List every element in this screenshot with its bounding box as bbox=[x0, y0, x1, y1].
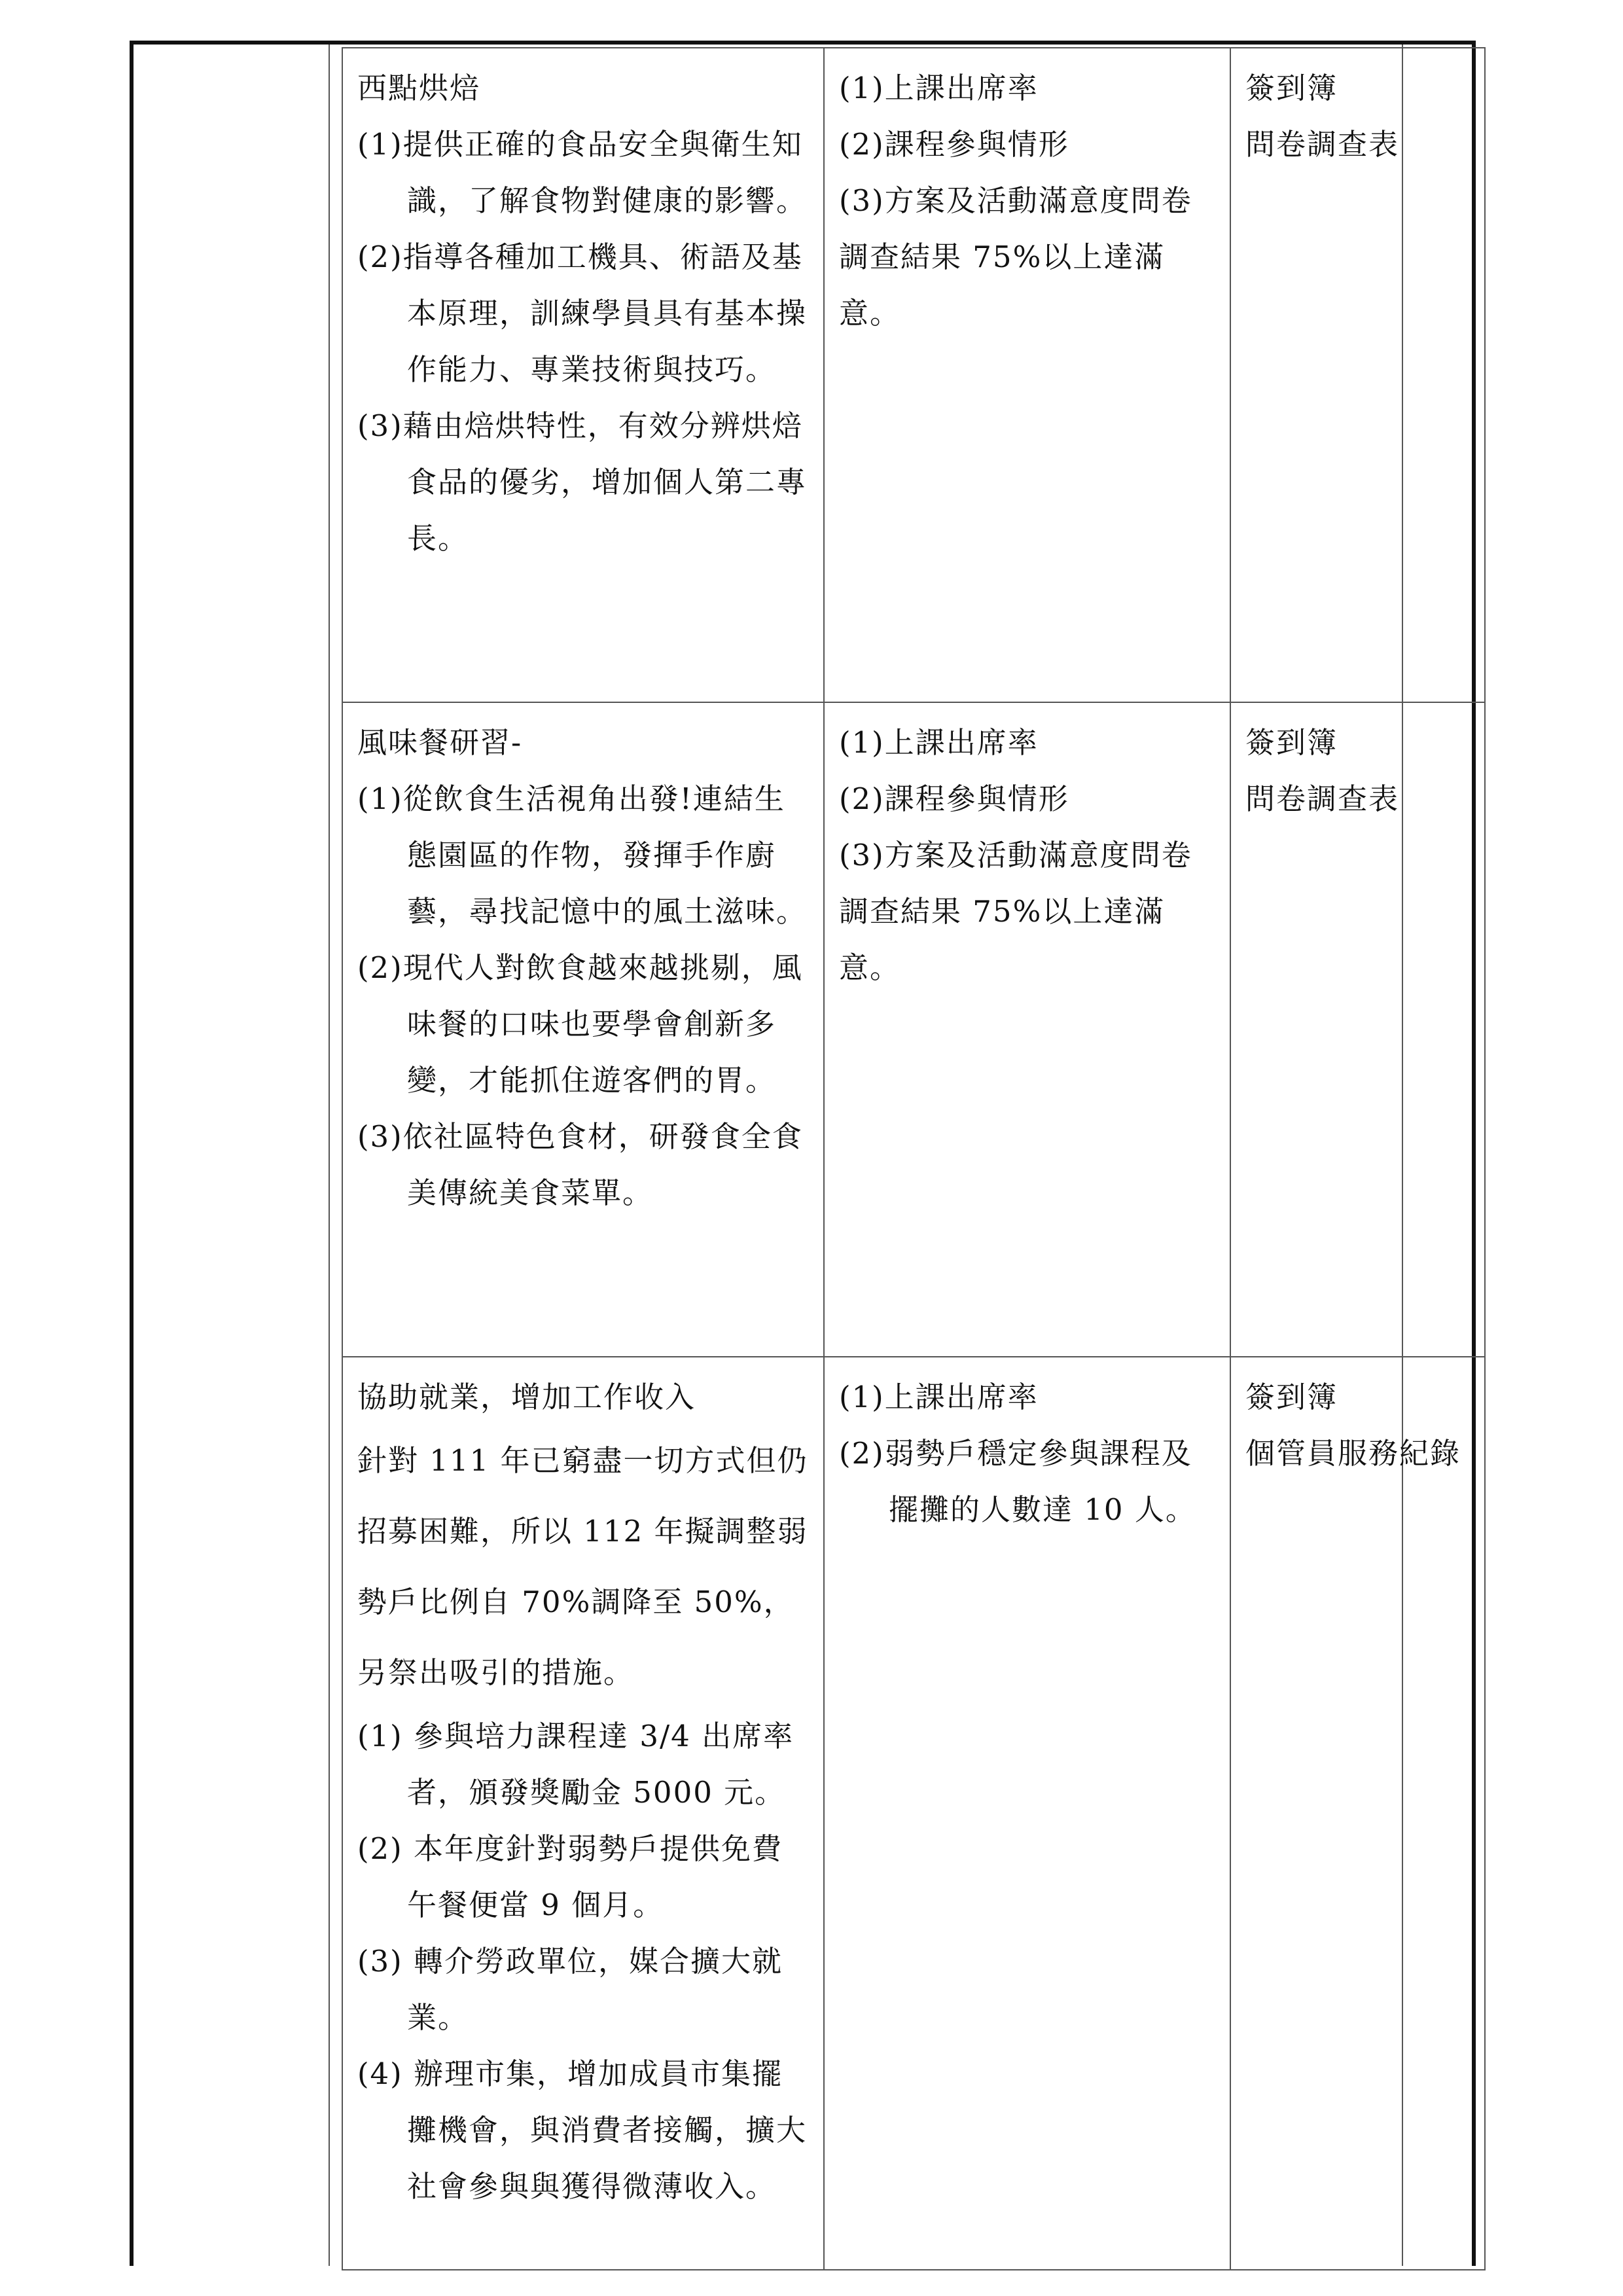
table-row bbox=[342, 702, 1485, 1357]
tool-cell bbox=[1230, 1357, 1485, 2270]
indicator-item: (3)方案及活動滿意度問卷調查結果 75%以上達滿意。 bbox=[839, 838, 1192, 985]
tool-cell bbox=[1230, 702, 1485, 1357]
row-title: 西點烘焙 bbox=[357, 71, 481, 105]
indicator-cell bbox=[824, 1357, 1230, 2270]
indicator-item: (2)課程參與情形 bbox=[839, 781, 1069, 816]
table-row bbox=[342, 48, 1485, 702]
tool-item: 問卷調查表 bbox=[1245, 781, 1400, 816]
row-title: 風味餐研習- bbox=[357, 725, 523, 760]
tool-item: 問卷調查表 bbox=[1245, 127, 1400, 162]
content-item: (3)依社區特色食材，研發食全食美傳統美食菜單。 bbox=[357, 1119, 803, 1210]
indicator-item: (1)上課出席率 bbox=[839, 1380, 1039, 1414]
content-cell bbox=[342, 1357, 824, 2270]
content-item: (1)從飲食生活視角出發!連結生態園區的作物，發揮手作廚藝，尋找記憶中的風土滋味。 bbox=[357, 781, 808, 929]
tool-item: 簽到簿 bbox=[1245, 725, 1338, 760]
content-item: (2)指導各種加工機具、術語及基本原理，訓練學員具有基本操作能力、專業技術與技巧。 bbox=[357, 240, 808, 387]
row-title: 協助就業，增加工作收入 bbox=[357, 1380, 696, 1414]
tool-item: 個管員服務紀錄 bbox=[1245, 1436, 1461, 1471]
indicator-item: (1)上課出席率 bbox=[839, 71, 1039, 105]
tool-item: 簽到簿 bbox=[1245, 71, 1338, 105]
indicator-cell bbox=[824, 702, 1230, 1357]
content-cell bbox=[342, 48, 824, 702]
table-row bbox=[342, 1357, 1485, 2270]
content-item: (1)提供正確的食品安全與衛生知識，了解食物對健康的影響。 bbox=[357, 127, 808, 218]
content-item: (2) 本年度針對弱勢戶提供免費午餐便當 9 個月。 bbox=[357, 1831, 783, 1922]
indicator-item: (2)課程參與情形 bbox=[839, 127, 1069, 162]
content-item: (1) 參與培力課程達 3/4 出席率者，頒發獎勵金 5000 元。 bbox=[357, 1719, 794, 1810]
content-item: (3)藉由焙烘特性，有效分辨烘焙食品的優劣，增加個人第二專長。 bbox=[357, 408, 808, 556]
indicator-item: (1)上課出席率 bbox=[839, 725, 1039, 760]
indicator-item: (2)弱勢戶穩定參與課程及擺攤的人數達 10 人。 bbox=[839, 1436, 1196, 1527]
indicator-item: (3)方案及活動滿意度問卷調查結果 75%以上達滿意。 bbox=[839, 183, 1192, 331]
tool-item: 簽到簿 bbox=[1245, 1380, 1338, 1414]
row-intro: 針對 111 年已窮盡一切方式但仍招募困難，所以 112 年擬調整弱勢戶比例自 70%調降至 50%，另祭出吸引的措施。 bbox=[357, 1443, 808, 1690]
plan-table bbox=[342, 47, 1486, 2270]
content-item: (4) 辦理市集，增加成員市集擺攤機會，與消費者接觸，擴大社會參與與獲得微薄收入。 bbox=[357, 2056, 808, 2204]
content-cell bbox=[342, 702, 824, 1357]
left-column-divider bbox=[329, 45, 330, 2266]
indicator-cell bbox=[824, 48, 1230, 702]
content-item: (3) 轉介勞政單位，媒合擴大就業。 bbox=[357, 1944, 783, 2035]
content-item: (2)現代人對飲食越來越挑剔，風味餐的口味也要學會創新多變，才能抓住遊客們的胃。 bbox=[357, 950, 803, 1098]
tool-cell bbox=[1230, 48, 1485, 702]
